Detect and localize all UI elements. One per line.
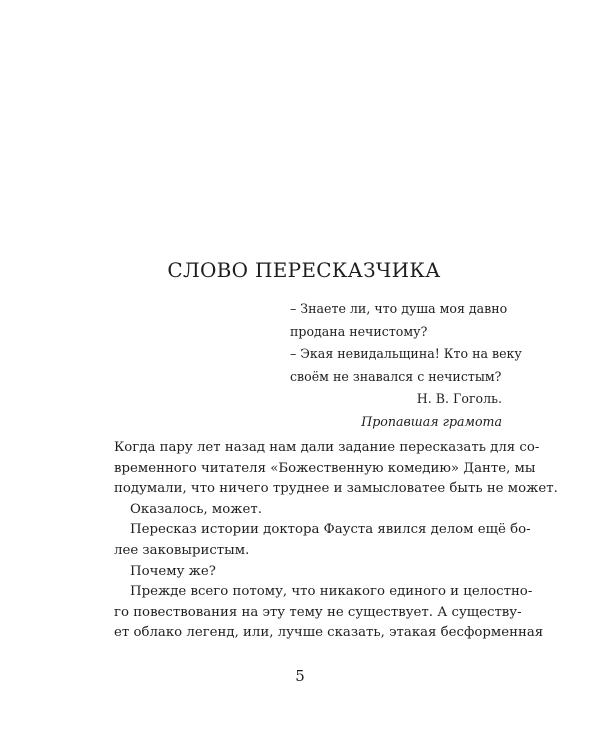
body-line: подумали, что ничего труднее и замысловатее быть не может. <box>114 481 558 497</box>
body-line: го повествования на эту тему не существует. А существу- <box>114 604 522 620</box>
body-line: лее заковыристым. <box>114 542 250 558</box>
chapter-heading: СЛОВО ПЕРЕСКАЗЧИКА <box>167 258 441 282</box>
epigraph-work-title: Пропавшая грамота <box>361 413 502 429</box>
body-line: временного читателя «Божественную комедию» Данте, мы <box>114 460 536 476</box>
epigraph-line: – Экая невидальщина! Кто на веку <box>290 346 522 361</box>
body-line: Когда пару лет назад нам дали задание пересказать для со- <box>114 440 540 455</box>
body-line: Почему же? <box>130 563 216 579</box>
epigraph-line: продана нечистому? <box>290 323 428 339</box>
epigraph-author: Н. В. Гоголь. <box>416 391 502 406</box>
epigraph-line: своём не знавался с нечистым? <box>290 368 502 384</box>
epigraph <box>290 298 522 433</box>
body-line: Прежде всего потому, что никакого единого и целостно- <box>130 584 533 600</box>
body-line: ет облако легенд, или, лучше сказать, этакая бесформенная <box>114 625 544 641</box>
page-number: 5 <box>295 667 305 685</box>
epigraph-line: – Знаете ли, что душа моя давно <box>290 301 508 316</box>
body-text <box>114 438 558 644</box>
body-line: Оказалось, может. <box>130 501 262 517</box>
body-line: Пересказ истории доктора Фауста явился делом ещё бо- <box>130 522 531 538</box>
